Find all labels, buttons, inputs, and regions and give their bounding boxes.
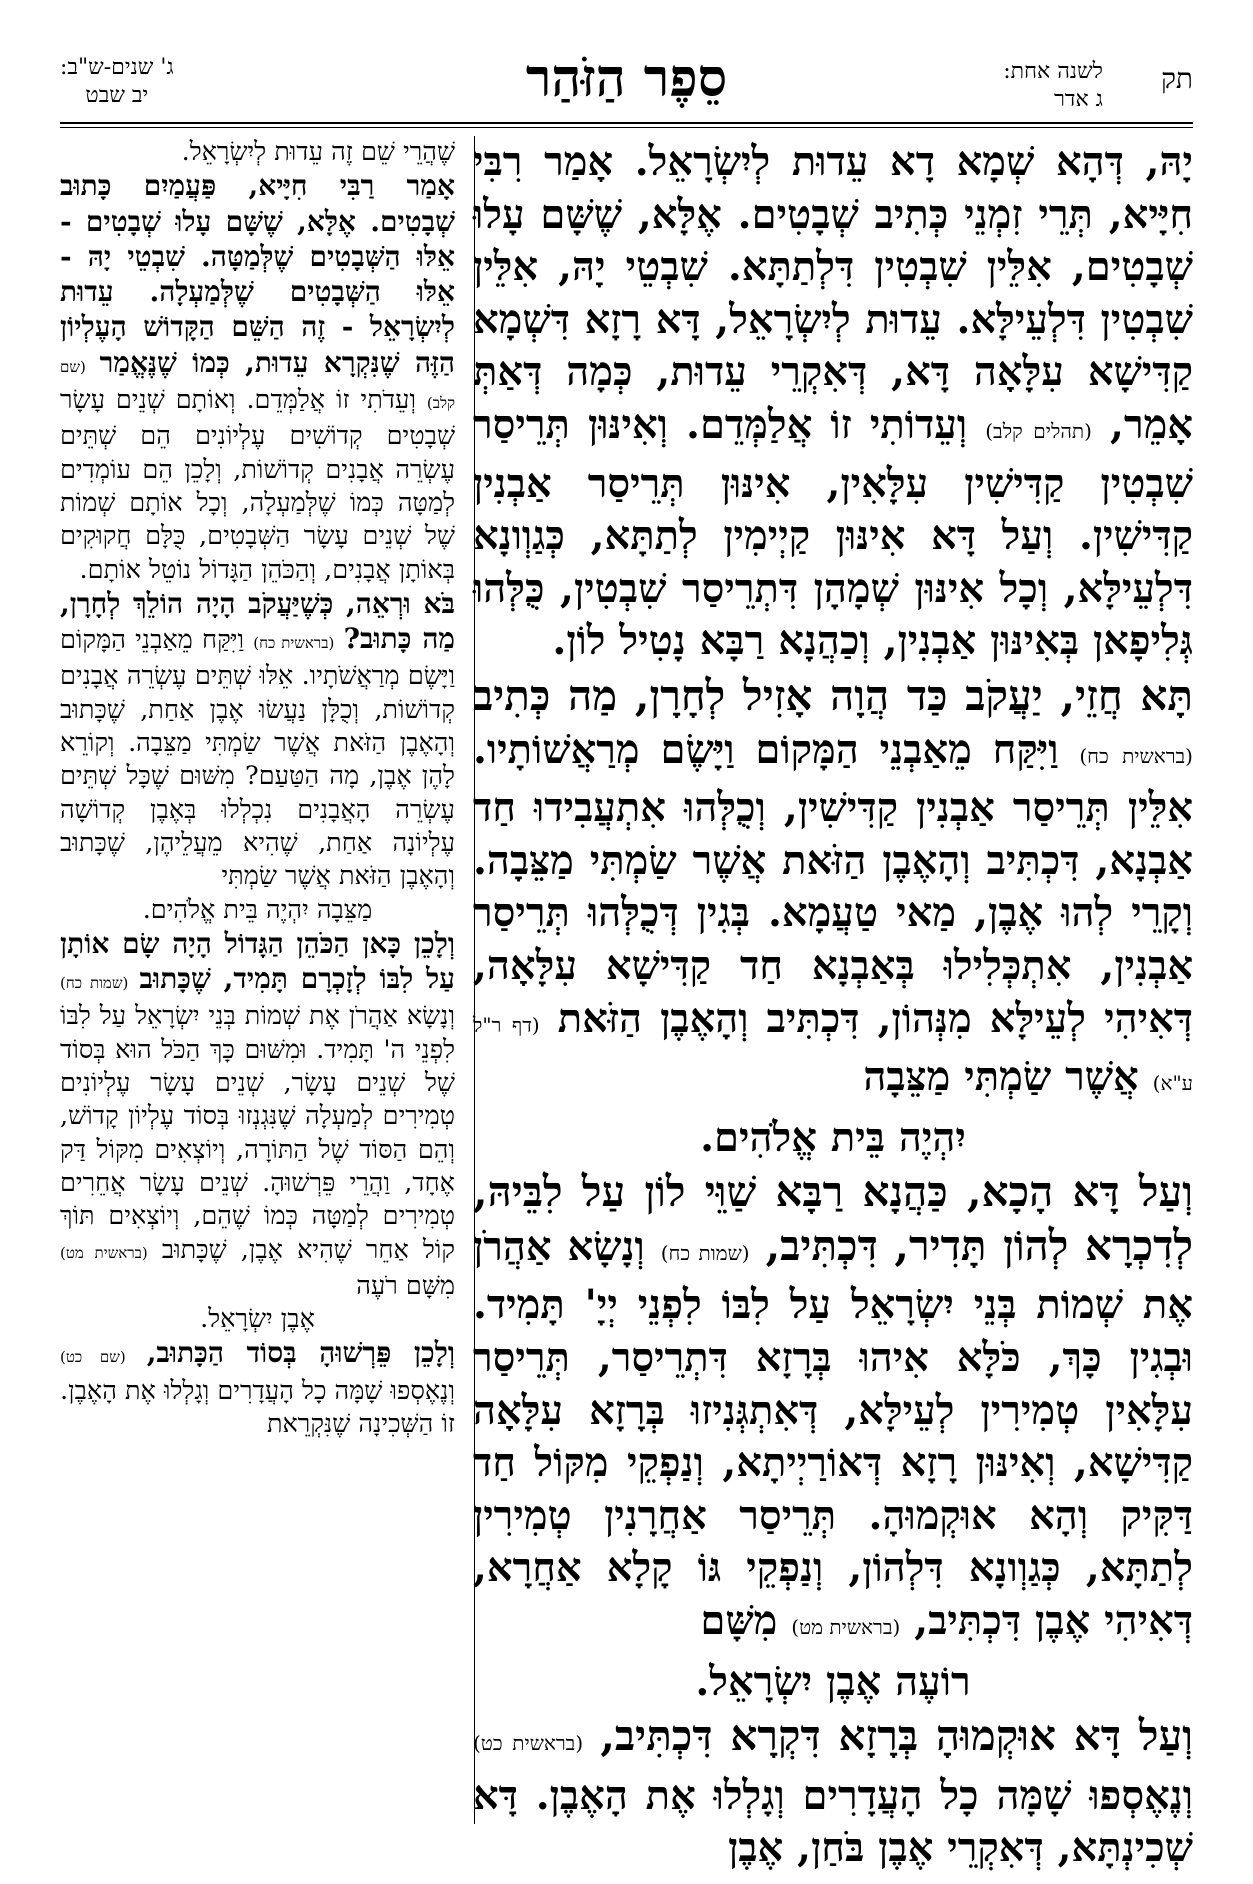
translation-text: אֶבֶן יִשְׂרָאֵל.: [200, 1304, 315, 1335]
translation-text: מִשָּׁם רֹעֶה: [356, 1270, 455, 1301]
scripture-reference: (תהלים קלב): [985, 418, 1092, 443]
header-rule-thin: [60, 127, 1193, 128]
scripture-quote: יִהְיֶה בֵּית אֱלֹהִים.: [700, 1113, 966, 1161]
scripture-quote: וְהָאֶבֶן הַזֹּאת: [557, 994, 749, 1042]
translation-text: אָמַר רַבִּי חִיָּיא, פַּעֲמַיִם כָּתוּב שְׁבָטִים. אֶלָּא, שֶׁשָּׁם עָלוּ שְׁבָטִים - אֵלּוּ הַשְּׁבָטִים שֶׁלְּמַטָּה. שִׁבְטֵי יָהּ - אֵלּוּ הַשְּׁבָטִים שֶׁלְּמַעְלָה. עֵדוּת לְיִשְׂרָאֵל - זֶה הַשֵּׁם הַקָּדוֹשׁ הָעֶלְיוֹן הַזֶּה שֶׁנִּקְרָא עֵדוּת, כְּמוֹ שֶׁנֶּאֱמַר: [60, 169, 455, 379]
scripture-reference: (בראשית כח): [1079, 743, 1193, 768]
aramaic-paragraph-4: [473, 1710, 1193, 1875]
aramaic-text: יָהּ, דְּהָא שְׁמָא דָא עֵדוּת לְיִשְׂרָאֵל. אָמַר רִבִּי חִיָּיא, תְּרֵי זִמְנֵי כְּתִיב שְׁבָטִים. אֶלָּא, שֶׁשָּׁם עָלוּ שְׁבָטִים, אִלֵּין שִׁבְטִין דִּלְתַתָּא. שִׁבְטֵי יָהּ, אִלֵּין שִׁבְטִין דִּלְעֵילָּא. עֵדוּת לְיִשְׂרָאֵל, דָּא רָזָא דִּשְׁמָא קַדִּישָׁא עִלָּאָה דָּא, דְּאִקְרֵי עֵדוּת, כְּמָה דְּאַתְּ אָמֵר,: [473, 138, 1193, 448]
scripture-reference: (שמות כח): [60, 974, 129, 993]
aramaic-paragraph-3: [473, 1166, 1193, 1653]
scripture-reference: (שמות כח): [660, 1240, 750, 1265]
daily-date-line1: לשנה אחת:: [1003, 59, 1103, 84]
translation-paragraph: [60, 136, 455, 169]
translation-text: שֶׁהֲרֵי שֵׁם זֶה עֵדוּת לְיִשְׂרָאֵל.: [181, 137, 455, 167]
page-header: [60, 46, 1193, 126]
cycle-date-line2: יב שבט: [85, 83, 149, 108]
scripture-reference: (שם כט): [60, 1348, 126, 1367]
translation-text: וְנָשָׂא אַהֲרֹן אֶת שְׁמוֹת בְּנֵי יִשְׂרָאֵל עַל לִבּוֹ לִפְנֵי ה' תָּמִיד. וּמִשּׁוּם כָּךְ הַכֹּל הוּא בְּסוֹד שֶׁל שְׁנֵים עָשָׂר, שְׁנֵים עָשָׂר עֶלְיוֹנִים טְמִירִים לְמַעְלָה שֶׁנִּגְנְזוּ בְּסוֹד עֶלְיוֹן קָדוֹשׁ, וְהֵם הַסּוֹד שֶׁל הַתּוֹרָה, וְיוֹצְאִים מִקּוֹל דַּק אֶחָד, וַהֲרֵי פֵּרְשׁוּהָ. שְׁנֵים עָשָׂר אֲחֵרִים טְמִירִים לְמַטָּה כְּמוֹ שֶׁהֵם, וְיוֹצְאִים תּוֹךְ קוֹל אַחֵר שֶׁהִיא אֶבֶן, שֶׁכָּתוּב: [60, 1001, 455, 1265]
translation-text: וְלָכֵן פֵּרְשׁוּהָ בְּסוֹד הַכָּתוּב,: [146, 1336, 455, 1370]
scripture-reference: (בראשית מט): [60, 1243, 148, 1262]
translation-paragraph: [60, 1336, 455, 1441]
scripture-quote: רוֹעֶה אֶבֶן יִשְׂרָאֵל.: [695, 1657, 971, 1705]
scripture-reference: (בראשית כט): [473, 1731, 584, 1756]
translation-paragraph: [60, 587, 455, 894]
aramaic-paragraph-2: [473, 670, 1193, 1110]
translation-text: וְלָכֵן כָּאן הַכֹּהֵן הַגָּדוֹל הָיָה שָׂם אוֹתָן עַל לִבּוֹ לְזָכְרָם תָּמִיד, שֶׁכָּתוּב: [60, 926, 456, 996]
aramaic-text: תָּא חֲזֵי, יַעֲקֹב כַּד הֲוָה אָזִיל לְחָרָן, מַה כְּתִיב: [473, 670, 1193, 720]
aramaic-text-column: [473, 136, 1194, 1872]
aramaic-text: וְנָשָׂא אַהֲרֹן אֶת שְׁמוֹת בְּנֵי יִשְׂרָאֵל עַל לִבּוֹ לִפְנֵי יְיָ' תָּמִיד. וּבְגִין כָּךְ, כֹּלָּא אִיהוּ בְּרָזָא דִּתְרֵיסַר, תְּרֵיסַר עִלָּאִין טְמִירִין לְעֵילָּא, דְּאִתְגְּנִיזוּ בְּרָזָא עִלָּאָה קַדִּישָׁא, וְאִינּוּן רָזָא דְּאוֹרַיְיתָא, וְנַפְקֵי מִקּוֹל חַד דַּקִּיק וְהָא אוּקְמוּהָ. תְּרֵיסַר אַחֲרָנִין טְמִירִין לְתַתָּא, כְּגַוְונָא דִּלְהוֹן, וְנַפְקֵי גּוֹ קָלָא אַחֲרָא, דְּאִיהִי אֶבֶן דִּכְתִּיב,: [473, 1222, 1193, 1645]
aramaic-text: וְעַל דָּא הָכָא, כַּהֲנָא רַבָּא שַׁוֵּי לוֹן עַל לִבֵּיהּ, לְדִכְרָא לְהוֹן תָּדִיר, דִּכְתִּיב,: [473, 1167, 1193, 1270]
hebrew-translation-column: [60, 136, 455, 1824]
aramaic-text: מְרַאֲשׁוֹתָיו. אִלֵּין תְּרֵיסַר אַבְנִין קַדִּישִׁין, וְכֻלְּהוּ אִתְעֲבִידוּ חַד אַבְנָא, דִּכְתִּיב וְהָאֶבֶן הַזֹּאת אֲשֶׁר שַׂמְתִּי מַצֵּבָה. וְקָרֵי לְהוּ אֶבֶן, מַאי טַעֲמָא. בְּגִין דְּכֻלְּהוּ תְּרֵיסַר אַבְנִין, אִתְכְּלִילוּ בְּאַבְנָא חַד קַדִּישָׁא עִלָּאָה, דְּאִיהִי לְעֵילָּא מִנְּהוֹן, דִּכְתִּיב: [473, 725, 1194, 1042]
aramaic-centered-line: [473, 1112, 1193, 1165]
translation-text: בֹּא וּרְאֵה, כְּשֶׁיַּעֲקֹב הָיָה הוֹלֵךְ לְחָרָן, מַה כָּתוּב?: [60, 586, 456, 656]
daily-date-line2: ג אדר: [1054, 87, 1103, 112]
translation-paragraph: [60, 927, 455, 1303]
scripture-quote: מִשָּׁם: [700, 1597, 778, 1645]
column-divider: [474, 136, 475, 1824]
page-number: תק: [1160, 62, 1193, 95]
cycle-date: [60, 54, 174, 110]
scripture-quote: וְנֶאֶסְפוּ שָׁמָּה כָל הָעֲדָרִים וְגָלְלוּ אֶת הָאֶבֶן. דָּא שְׁכִינְתָּא, דְּאִקְרֵי אֶבֶן בֹּחַן, אֶבֶן: [473, 1771, 1193, 1872]
translation-centered-line: [60, 1303, 455, 1336]
translation-text: וְעֵדֹתִי זוֹ אֲלַמְּדֵם. וְאוֹתָם שְׁנֵים עָשָׂר שְׁבָטִים קְדוֹשִׁים עֶלְיוֹנִים הֵם שְׁתֵּים עֶשְׂרֵה אֲבָנִים קְדוֹשׁוֹת, וְלָכֵן הֵם עוֹמְדִים לְמַטָּה כְּמוֹ שֶׁלְּמַעְלָה, וְכָל אוֹתָם שְׁמוֹת שֶׁל שְׁנֵים עָשָׂר הַשְּׁבָטִים, כֻּלָּם חֲקוּקִים בְּאוֹתָן אֲבָנִים, וְהַכֹּהֵן הַגָּדוֹל נוֹטֵל אוֹתָם.: [60, 385, 455, 585]
aramaic-paragraph-1: [473, 136, 1193, 668]
header-rule: [60, 122, 1193, 124]
scripture-reference: (שם קלב): [60, 357, 455, 413]
aramaic-text: וְעֵדוֹתִי זוֹ אֲלַמְּדֵם. וְאִינּוּן תְּרֵיסַר שִׁבְטִין קַדִּישִׁין עִלָּאִין, אִינּוּן תְּרֵיסַר אַבְנִין קַדִּישִׁין. וְעַל דָּא אִינּוּן קַיְימִין לְתַתָּא, כְּגַוְונָא דִּלְעֵילָּא, וְכָל אִינּוּן שְׁמָהָן דִּתְרֵיסַר שִׁבְטִין, כֻּלְּהוּ גְּלִיפָאן בְּאִינּוּן אַבְנִין, וְכַהֲנָא רַבָּא נָטִיל לוֹן.: [473, 400, 1193, 665]
translation-text: וַיִּקַּח מֵאַבְנֵי הַמָּקוֹם וַיָּשֶׂם מְרַאֲשֹׁתָיו. אֵלּוּ שְׁתֵּים עֶשְׂרֵה אֲבָנִים קְדוֹשׁוֹת, וְכֻלָּן נַעֲשׂוּ אֶבֶן אַחַת, שֶׁכָּתוּב וְהָאֶבֶן הַזֹּאת אֲשֶׁר שַׂמְתִּי מַצֵּבָה. וְקוֹרֵא לָהֶן אֶבֶן, מָה הַטַּעַם? מִשּׁוּם שֶׁכָּל שְׁתֵּים עֶשְׂרֵה הָאֲבָנִים נִכְלְלוּ בְּאֶבֶן קְדוֹשָׁה עֶלְיוֹנָה אַחַת, שֶׁהִיא מֵעֲלֵיהֶן, שֶׁכָּתוּב וְהָאֶבֶן הַזֹּאת אֲשֶׁר שַׂמְתִּי: [60, 625, 455, 892]
aramaic-centered-line: [473, 1656, 1193, 1709]
translation-text: מַצֵּבָה יִהְיֶה בֵּית אֱלֹהִים.: [142, 894, 373, 925]
scripture-reference: (בראשית מט): [791, 1615, 901, 1640]
scripture-reference: (בראשית כח): [253, 634, 335, 653]
cycle-date-line1: ג' שנים-ש"ב:: [60, 55, 174, 80]
translation-paragraph: [60, 169, 455, 587]
translation-text: וְנֶאֶסְפוּ שָׁמָּה כָל הָעֲדָרִים וְגָלְלוּ אֶת הָאֶבֶן. זוֹ הַשְּׁכִינָה שֶׁנִּקְרֵאת: [60, 1375, 455, 1439]
folio-reference: (דף ר"ל ע"א): [473, 1012, 1193, 1096]
aramaic-text: וְעַל דָּא אוּקְמוּהָ בְּרָזָא דִּקְרָא דִּכְתִּיב,: [600, 1711, 1193, 1761]
scripture-quote: וַיִּקַּח מֵאַבְנֵי הַמָּקוֹם וַיָּשֶׂם: [660, 725, 1059, 773]
scripture-quote: אֲשֶׁר שַׂמְתִּי מַצֵּבָה: [863, 1053, 1139, 1101]
book-title: סֵפֶר הַזֹּהַר: [525, 48, 728, 109]
translation-centered-line: [60, 894, 455, 927]
